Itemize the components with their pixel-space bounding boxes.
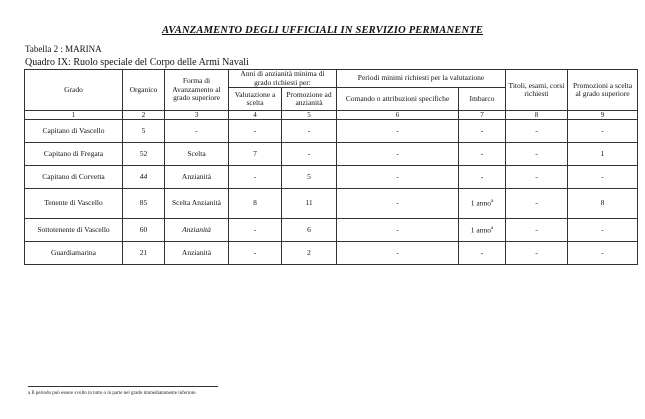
header-promozioni-scelta: Promozioni a scelta al grado superiore bbox=[568, 70, 638, 111]
col-number: 9 bbox=[568, 111, 638, 120]
table-row bbox=[25, 219, 638, 242]
table-row bbox=[25, 143, 638, 166]
cell-imbarco: - bbox=[459, 143, 506, 166]
cell-promozione: - bbox=[282, 120, 337, 143]
cell-promozioni-scelta: - bbox=[568, 219, 638, 242]
header-forma: Forma di Avanzamento al grado superiore bbox=[165, 70, 229, 111]
col-number: 3 bbox=[165, 111, 229, 120]
cell-promozione: 6 bbox=[282, 219, 337, 242]
cell-forma: Scelta bbox=[165, 143, 229, 166]
footnote: a Il periodo può essere svolto in tutto o in parte nel grado immediatamente inferiore. bbox=[28, 391, 197, 396]
cell-promozioni-scelta: - bbox=[568, 120, 638, 143]
col-number: 2 bbox=[123, 111, 165, 120]
cell-imbarco: - bbox=[459, 120, 506, 143]
header-grado: Grado bbox=[25, 70, 123, 111]
header-promozione: Promozione ad anzianità bbox=[282, 88, 337, 111]
cell-grado: Sottotenente di Vascello bbox=[25, 219, 123, 242]
cell-forma: - bbox=[165, 120, 229, 143]
header-imbarco: Imbarco bbox=[459, 88, 506, 111]
cell-promozioni-scelta: - bbox=[568, 166, 638, 189]
cell-grado: Tenente di Vascello bbox=[25, 189, 123, 219]
cell-titoli: - bbox=[506, 219, 568, 242]
cell-comando: - bbox=[337, 219, 459, 242]
cell-organico: 85 bbox=[123, 189, 165, 219]
table-row bbox=[25, 166, 638, 189]
document-title: AVANZAMENTO DEGLI UFFICIALI IN SERVIZIO PERMANENTE bbox=[161, 25, 484, 36]
cell-promozioni-scelta: 1 bbox=[568, 143, 638, 166]
cell-grado: Capitano di Fregata bbox=[25, 143, 123, 166]
cell-grado: Guardiamarina bbox=[25, 242, 123, 265]
cell-forma: Scelta Anzianità bbox=[165, 189, 229, 219]
cell-organico: 52 bbox=[123, 143, 165, 166]
header-valutazione: Valutazione a scelta bbox=[229, 88, 282, 111]
cell-comando: - bbox=[337, 189, 459, 219]
col-number: 8 bbox=[506, 111, 568, 120]
quadro-label: Quadro IX: Ruolo speciale del Corpo delle Armi Navali bbox=[25, 57, 249, 68]
cell-titoli: - bbox=[506, 189, 568, 219]
cell-titoli: - bbox=[506, 166, 568, 189]
cell-valutazione: - bbox=[229, 120, 282, 143]
advancement-table bbox=[24, 69, 638, 265]
imbarco-value: 1 anno bbox=[470, 198, 491, 208]
col-number: 4 bbox=[229, 111, 282, 120]
table-header bbox=[25, 70, 638, 120]
col-number: 5 bbox=[282, 111, 337, 120]
footnote-marker: a bbox=[491, 225, 494, 231]
col-number: 6 bbox=[337, 111, 459, 120]
cell-grado: Capitano di Corvetta bbox=[25, 166, 123, 189]
col-number: 1 bbox=[25, 111, 123, 120]
table-body bbox=[25, 120, 638, 265]
cell-valutazione: - bbox=[229, 219, 282, 242]
cell-organico: 60 bbox=[123, 219, 165, 242]
cell-titoli: - bbox=[506, 120, 568, 143]
cell-promozioni-scelta: - bbox=[568, 242, 638, 265]
cell-valutazione: - bbox=[229, 166, 282, 189]
cell-forma: Anzianità bbox=[165, 166, 229, 189]
cell-comando: - bbox=[337, 120, 459, 143]
header-periodi-group: Periodi minimi richiesti per la valutazione bbox=[337, 70, 506, 88]
cell-imbarco bbox=[459, 219, 506, 242]
cell-promozioni-scelta: 8 bbox=[568, 189, 638, 219]
header-anni-group: Anni di anzianità minima di grado richiesti per: bbox=[229, 70, 337, 88]
table-label: Tabella 2 : MARINA bbox=[25, 44, 102, 54]
cell-imbarco bbox=[459, 189, 506, 219]
cell-titoli: - bbox=[506, 242, 568, 265]
footnote-marker: a bbox=[491, 199, 494, 205]
cell-grado: Capitano di Vascello bbox=[25, 120, 123, 143]
cell-valutazione: 8 bbox=[229, 189, 282, 219]
cell-valutazione: - bbox=[229, 242, 282, 265]
header-organico: Organico bbox=[123, 70, 165, 111]
cell-titoli: - bbox=[506, 143, 568, 166]
cell-comando: - bbox=[337, 143, 459, 166]
cell-organico: 5 bbox=[123, 120, 165, 143]
cell-imbarco: - bbox=[459, 242, 506, 265]
cell-promozione: 2 bbox=[282, 242, 337, 265]
cell-organico: 44 bbox=[123, 166, 165, 189]
col-number: 7 bbox=[459, 111, 506, 120]
cell-imbarco: - bbox=[459, 166, 506, 189]
header-titoli: Titoli, esami, corsi richiesti bbox=[506, 70, 568, 111]
cell-comando: - bbox=[337, 242, 459, 265]
cell-organico: 21 bbox=[123, 242, 165, 265]
header-comando: Comando o attribuzioni specifiche bbox=[337, 88, 459, 111]
cell-promozione: - bbox=[282, 143, 337, 166]
cell-valutazione: 7 bbox=[229, 143, 282, 166]
table-row bbox=[25, 120, 638, 143]
table-row bbox=[25, 242, 638, 265]
footnote-divider bbox=[28, 386, 218, 387]
cell-forma: Anzianità bbox=[165, 242, 229, 265]
imbarco-value: 1 anno bbox=[470, 225, 491, 235]
cell-comando: - bbox=[337, 166, 459, 189]
cell-promozione: 11 bbox=[282, 189, 337, 219]
cell-forma: Anzianità bbox=[165, 219, 229, 242]
cell-promozione: 5 bbox=[282, 166, 337, 189]
table-row bbox=[25, 189, 638, 219]
